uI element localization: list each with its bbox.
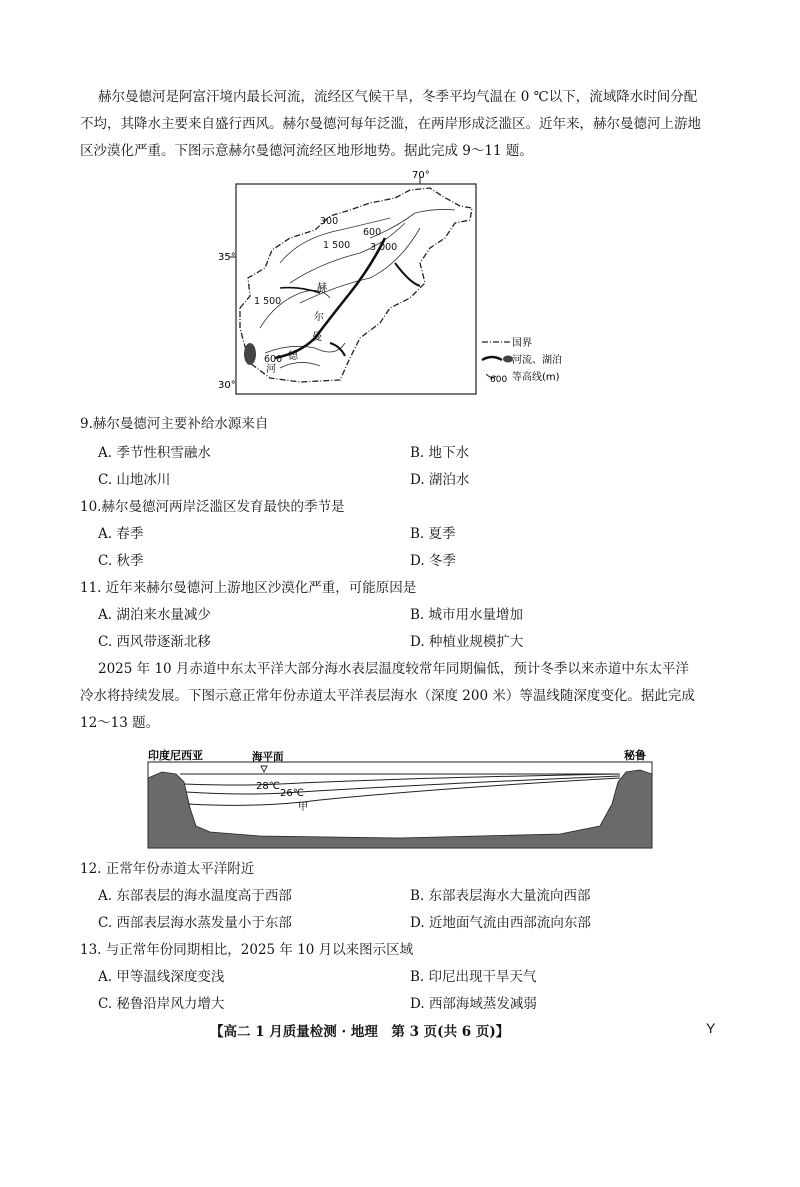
q10-option-b[interactable]: B. 夏季 xyxy=(410,526,456,542)
river-char-2: 尔 xyxy=(314,312,324,323)
intro2-line2: 冷水将持续发展。下图示意正常年份赤道太平洋表层海水（深度 200 米）等温线随深度变化。据此完成 xyxy=(80,688,695,704)
contour-label-1500b: 1 500 xyxy=(254,296,282,307)
river-char-4: 德 xyxy=(288,351,298,362)
q13-stem: 13. 与正常年份同期相比，2025 年 10 月以来图示区域 xyxy=(80,942,414,958)
intro1-line3: 区沙漠化严重。下图示意赫尔曼德河流经区地形地势。据此完成 9～11 题。 xyxy=(80,143,533,159)
intro2-line3: 12～13 题。 xyxy=(80,715,160,731)
lat-label-35: 35° xyxy=(218,252,236,263)
q12-option-a[interactable]: A. 东部表层的海水温度高于西部 xyxy=(98,888,292,904)
legend-border: 国界 xyxy=(512,338,532,349)
label-peru: 秘鲁 xyxy=(624,749,646,762)
q12-option-c[interactable]: C. 西部表层海水蒸发量小于东部 xyxy=(98,915,292,931)
page-footer: 【高二 1 月质量检测 · 地理 第 3 页(共 6 页)】 xyxy=(210,1024,510,1040)
intro1-line1: 赫尔曼德河是阿富汗境内最长河流，流经区气候干旱，冬季平均气温在 0 ℃以下，流域降水时间分配 xyxy=(98,89,698,105)
label-jia: 甲 xyxy=(298,802,308,813)
contour-label-1500: 1 500 xyxy=(323,240,351,251)
q9-option-b[interactable]: B. 地下水 xyxy=(410,445,470,461)
label-28c: 28℃ xyxy=(256,781,280,792)
legend-river-lake: 河流、湖泊 xyxy=(512,355,562,366)
river-char-3: 曼 xyxy=(312,332,322,343)
contour-label-600: 600 xyxy=(363,227,382,238)
q11-option-c[interactable]: C. 西风带逐渐北移 xyxy=(98,634,211,650)
q10-option-d[interactable]: D. 冬季 xyxy=(410,553,456,569)
q9-stem: 9.赫尔曼德河主要补给水源来自 xyxy=(80,416,269,432)
q11-option-d[interactable]: D. 种植业规模扩大 xyxy=(410,634,524,650)
contour-label-600b: 600 xyxy=(264,354,283,365)
q12-option-b[interactable]: B. 东部表层海水大量流向西部 xyxy=(410,888,591,904)
q11-option-a[interactable]: A. 湖泊来水量减少 xyxy=(98,607,211,623)
q9-option-d[interactable]: D. 湖泊水 xyxy=(410,472,470,488)
q11-stem: 11. 近年来赫尔曼德河上游地区沙漠化严重，可能原因是 xyxy=(80,580,417,596)
map-legend xyxy=(482,337,562,385)
contour-label-3000: 3 000 xyxy=(370,242,398,253)
q10-stem: 10.赫尔曼德河两岸泛滥区发育最快的季节是 xyxy=(80,499,345,515)
river-char-1: 赫 xyxy=(317,283,327,294)
pacific-isotherm-section xyxy=(140,748,660,852)
contour-label-300: 300 xyxy=(320,216,339,227)
q13-option-a[interactable]: A. 甲等温线深度变浅 xyxy=(98,969,225,985)
q11-option-b[interactable]: B. 城市用水量增加 xyxy=(410,607,524,623)
q10-option-c[interactable]: C. 秋季 xyxy=(98,553,144,569)
q9-option-a[interactable]: A. 季节性积雪融水 xyxy=(98,445,211,461)
lon-label: 70° xyxy=(412,170,430,181)
q13-option-c[interactable]: C. 秘鲁沿岸风力增大 xyxy=(98,996,225,1012)
afghanistan-terrain-map xyxy=(220,168,630,400)
legend-contour: 等高线(m) xyxy=(512,372,560,383)
label-26c: 26℃ xyxy=(280,788,304,799)
q9-option-c[interactable]: C. 山地冰川 xyxy=(98,472,171,488)
label-sea-level: 海平面 xyxy=(252,751,284,763)
q13-option-d[interactable]: D. 西部海域蒸发减弱 xyxy=(410,996,537,1012)
intro2-line1: 2025 年 10 月赤道中东太平洋大部分海水表层温度较常年同期偏低，预计冬季以来赤道中东太平洋 xyxy=(98,661,689,677)
footer-mark: Y xyxy=(706,1020,716,1036)
label-indonesia: 印度尼西亚 xyxy=(148,749,203,762)
q12-option-d[interactable]: D. 近地面气流由西部流向东部 xyxy=(410,915,591,931)
q13-option-b[interactable]: B. 印尼出现干旱天气 xyxy=(410,969,537,985)
legend-contour-value: 600 xyxy=(490,375,508,385)
lat-label-30: 30° xyxy=(218,380,236,391)
lake xyxy=(244,343,256,365)
river-char-5: 河 xyxy=(266,364,276,375)
q12-stem: 12. 正常年份赤道太平洋附近 xyxy=(80,861,255,877)
q10-option-a[interactable]: A. 春季 xyxy=(98,526,144,542)
intro1-line2: 不均，其降水主要来自盛行西风。赫尔曼德河每年泛滥，在两岸形成泛滥区。近年来，赫尔曼德河上游地 xyxy=(80,116,701,132)
